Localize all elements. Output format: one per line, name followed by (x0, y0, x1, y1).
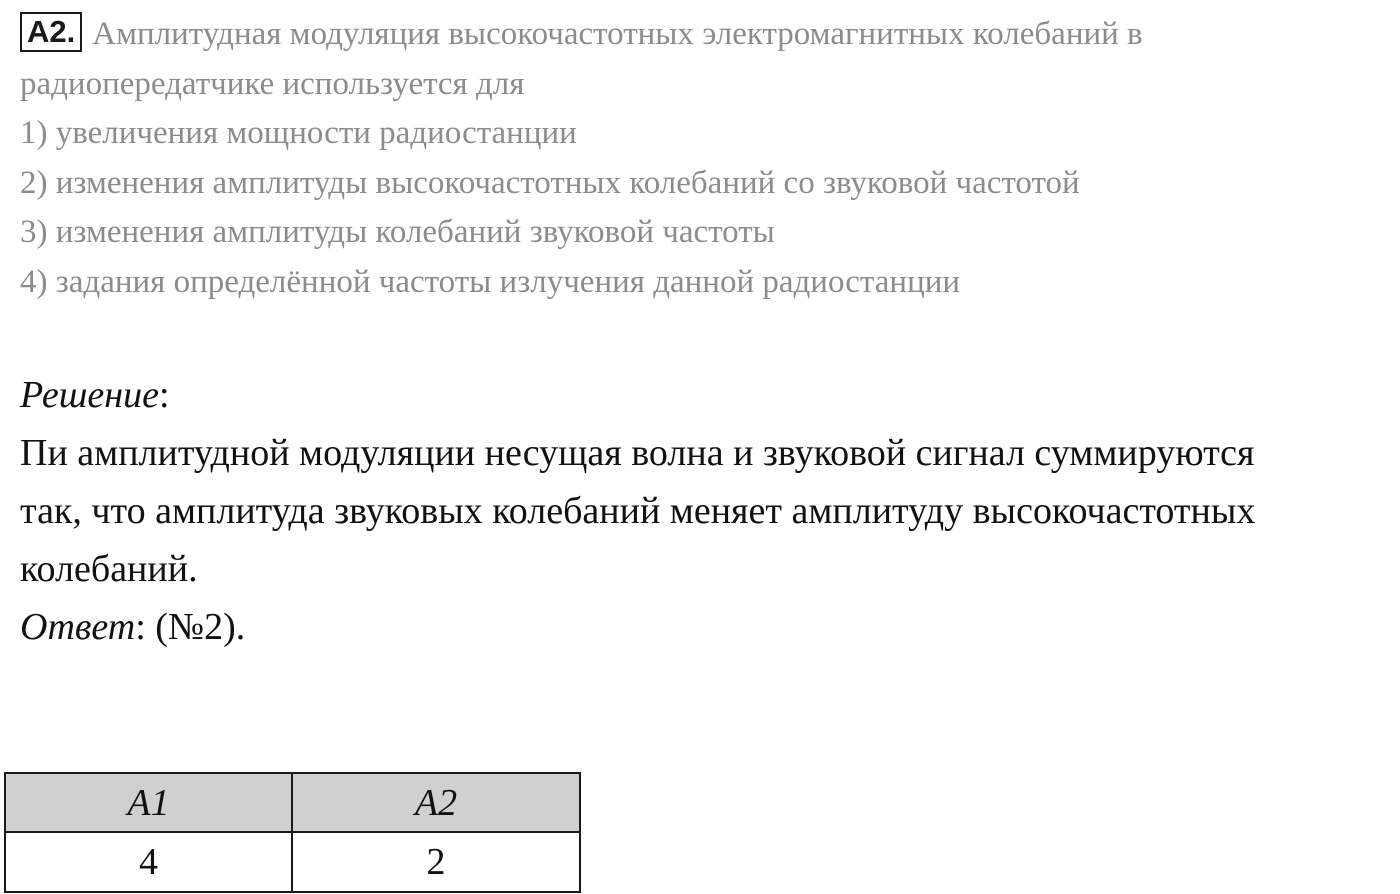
solution-text-line-2: так, что амплитуда звуковых колебаний меняет амплитуду высокочастотных (20, 490, 1256, 532)
solution-heading: Решение (20, 374, 159, 416)
solution-heading-colon: : (158, 374, 170, 416)
solution-block (20, 366, 1400, 656)
solution-text-line-3: колебаний. (20, 548, 198, 590)
question-number-badge: A2. (20, 12, 82, 52)
answer-option-2: 2) изменения амплитуды высокочастотных колебаний со звуковой частотой (20, 164, 1080, 201)
solution-text-line-1: Пи амплитудной модуляции несущая волна и звуковой сигнал суммируются (20, 432, 1255, 474)
answer-table-header-a2: A2 (292, 773, 580, 832)
answer-table-header-row (5, 773, 580, 832)
question-text-line-1: Амплитудная модуляция высокочастотных электромагнитных колебаний в (92, 16, 1143, 52)
answer-table-value-row (5, 832, 580, 892)
answer-option-4: 4) задания определённой частоты излучения данной радиостанции (20, 263, 961, 300)
answer-table-header-a1: A1 (5, 773, 292, 832)
answer-table (4, 772, 581, 893)
answer-value: : (№2). (135, 606, 246, 648)
answer-label: Ответ (20, 606, 136, 648)
answer-table-value-a2: 2 (292, 832, 580, 892)
solution-heading-line (20, 366, 1400, 424)
answer-table-value-a1: 4 (5, 832, 292, 892)
answer-line (20, 598, 1400, 656)
answer-option-1: 1) увеличения мощности радиостанции (20, 115, 577, 151)
answer-option-3: 3) изменения амплитуды колебаний звуковой частоты (20, 214, 775, 250)
question-title-line (20, 10, 1390, 60)
question-block (20, 10, 1390, 307)
question-text-line-2: радиопередатчике используется для (20, 65, 525, 102)
